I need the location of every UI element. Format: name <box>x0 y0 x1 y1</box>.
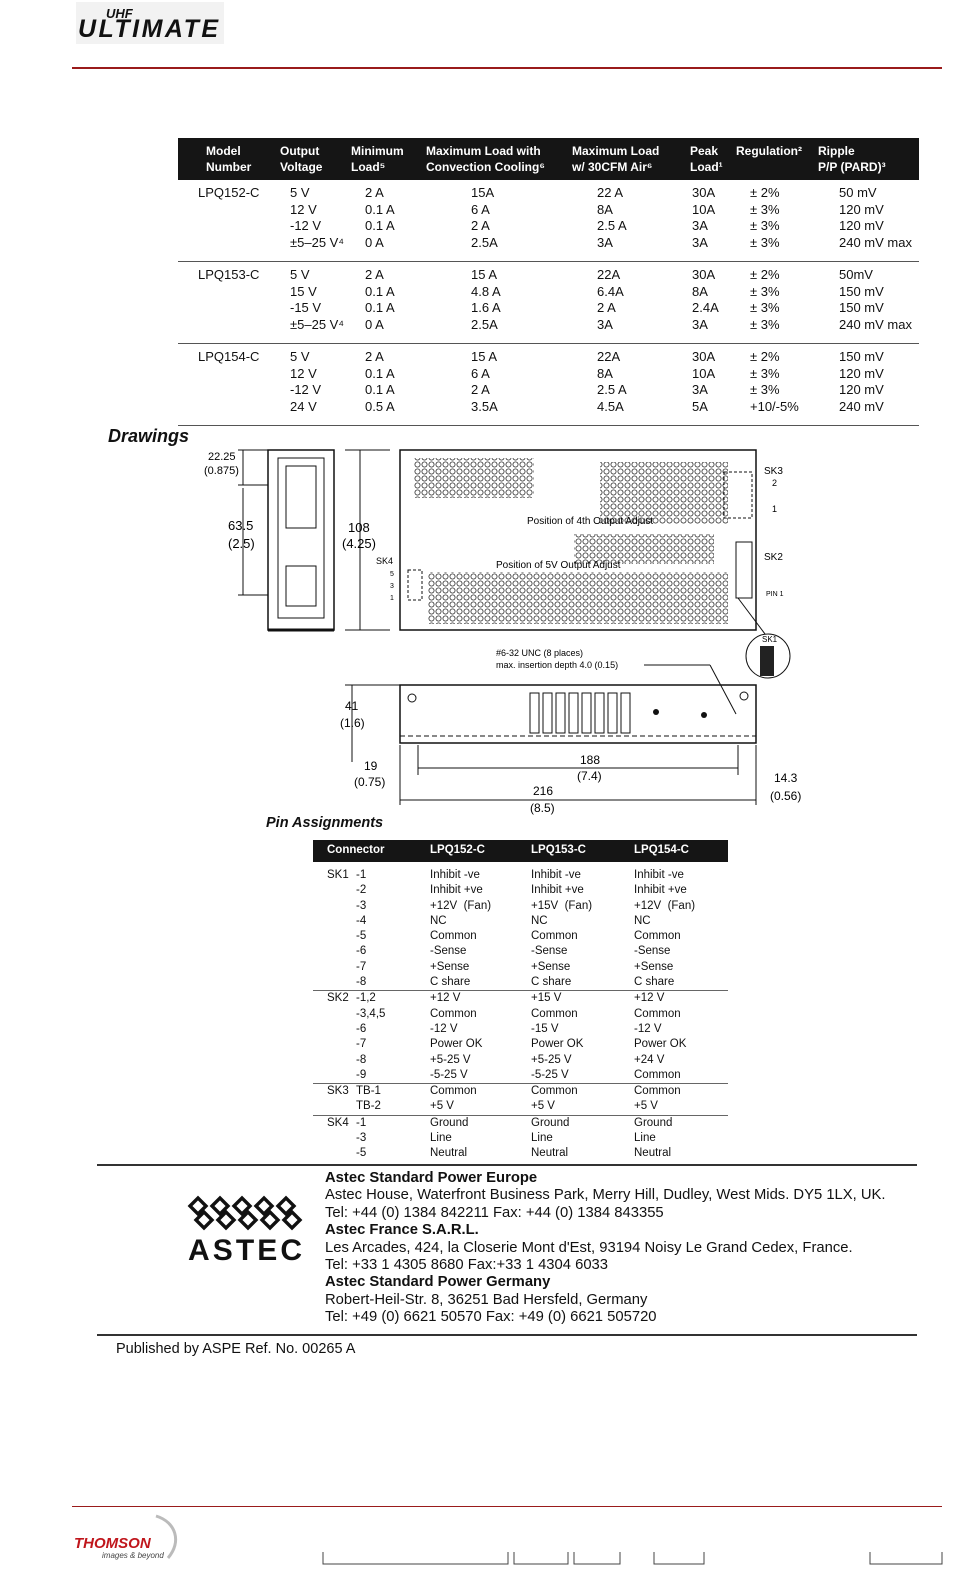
pin-cell-c2: -3 <box>356 899 367 912</box>
sk2-label: SK2 <box>764 552 783 563</box>
pin-cell-c: -Sense <box>634 945 671 958</box>
pin-cell-a: -5-25 V <box>430 1068 468 1081</box>
spec-cell-ripple: 240 mV <box>839 398 884 414</box>
header-voltage: Output Voltage <box>280 144 323 174</box>
header-min-load: Minimum Load⁵ <box>351 144 404 174</box>
svg-text:(0.56): (0.56) <box>770 789 802 803</box>
pin-cell-c: Inhibit +ve <box>634 884 687 897</box>
pin-cell-b: Common <box>531 1085 578 1098</box>
dim-216: 216 <box>533 784 554 798</box>
pin-cell-c2: -7 <box>356 1038 367 1051</box>
contact-divider-top <box>97 1164 917 1166</box>
pin-table-body <box>313 862 728 1162</box>
pin-cell-c1: SK4 <box>327 1116 349 1129</box>
svg-text:3: 3 <box>390 583 394 590</box>
spec-cell-voltage: -15 V <box>290 300 322 316</box>
spec-cell-reg: ± 3% <box>750 283 780 299</box>
pin-cell-b: Ground <box>531 1116 570 1129</box>
pin-cell-c1: SK2 <box>327 992 349 1005</box>
spec-cell-conv: 6 A <box>471 201 490 217</box>
pin-row <box>313 975 728 990</box>
pin-cell-a: Neutral <box>430 1147 468 1160</box>
spec-cell-peak: 3A <box>692 316 708 332</box>
pin-cell-b: -5-25 V <box>531 1068 569 1081</box>
pin-cell-b: Inhibit +ve <box>531 884 584 897</box>
spec-cell-reg: ± 3% <box>750 218 780 234</box>
sk4-label: SK4 <box>376 556 394 566</box>
side-view-inner <box>278 458 324 618</box>
pin-cell-c: Common <box>634 1068 681 1081</box>
contact-divider-bottom <box>97 1334 917 1336</box>
spec-cell-air: 3A <box>597 234 613 250</box>
pin-cell-a: +12 V <box>430 992 461 1005</box>
pin-cell-b: Power OK <box>531 1038 584 1051</box>
contact-line: Tel: +44 (0) 1384 842211 Fax: +44 (0) 1384 843355 <box>325 1204 664 1221</box>
svg-text:(0.75): (0.75) <box>354 775 386 789</box>
model-number: LPQ152-C <box>198 185 260 200</box>
pin-cell-c2: -1 <box>356 869 367 881</box>
spec-cell-air: 2.5 A <box>597 382 627 398</box>
dim-41: 41 <box>345 699 359 713</box>
pin-cell-a: Common <box>430 1007 477 1020</box>
spec-cell-peak: 8A <box>692 283 708 299</box>
header-model: Model Number <box>206 144 252 174</box>
pin-cell-c: Common <box>634 930 681 943</box>
pin-cell-a: C share <box>430 976 471 989</box>
contact-line: Tel: +33 1 4305 8680 Fax:+33 1 4304 6033 <box>325 1257 609 1274</box>
pin-cell-c2: -6 <box>356 1022 367 1035</box>
drawings-title: Drawings <box>108 426 190 446</box>
header-divider <box>72 67 942 69</box>
spec-cell-voltage: -12 V <box>290 218 322 234</box>
spec-cell-ripple: 240 mV max <box>839 316 912 332</box>
spec-cell-peak: 3A <box>692 234 708 250</box>
spec-cell-min: 2 A <box>365 349 384 364</box>
spec-cell-min: 0 A <box>365 234 384 250</box>
pin-cell-a: -12 V <box>430 1022 458 1035</box>
spec-cell-ripple: 50mV <box>839 267 873 282</box>
spec-cell-peak: 2.4A <box>692 300 719 316</box>
header-air-load: Maximum Load w/ 30CFM Air⁶ <box>572 144 660 174</box>
spec-cell-voltage: 15 V <box>290 283 317 299</box>
spec-cell-peak: 30A <box>692 267 716 282</box>
pin-cell-b: +15 V <box>531 992 562 1005</box>
pin-cell-a: Power OK <box>430 1038 483 1051</box>
spec-cell-peak: 30A <box>692 185 716 200</box>
astec-logo <box>186 1194 306 1264</box>
spec-cell-air: 2.5 A <box>597 218 627 234</box>
header-peak: Peak Load¹ <box>690 144 723 174</box>
pin-cell-b: C share <box>531 976 572 989</box>
pin-header-connector: Connector <box>327 844 385 856</box>
pin-cell-c2: -1 <box>356 1116 367 1129</box>
spec-cell-conv: 2.5A <box>471 234 498 250</box>
spec-cell-min: 2 A <box>365 185 384 200</box>
pin-row <box>313 929 728 944</box>
spec-cell-voltage: -12 V <box>290 382 322 398</box>
svg-text:1: 1 <box>390 595 394 602</box>
pin-cell-c: C share <box>634 976 675 989</box>
pin-header-lpq152: LPQ152-C <box>430 844 485 856</box>
vent-holes <box>414 458 534 498</box>
spec-table-header <box>178 138 919 180</box>
contact-office-name: Astec France S.A.R.L. <box>325 1222 479 1239</box>
pin-cell-c2: -1,2 <box>356 992 376 1005</box>
pin-cell-b: Common <box>531 930 578 943</box>
spec-group <box>178 344 919 426</box>
pin-cell-c: +12V (Fan) <box>634 899 696 912</box>
pin-cell-b: Neutral <box>531 1147 569 1160</box>
pin-cell-a: +12V (Fan) <box>430 899 492 912</box>
pin-row <box>313 899 728 914</box>
pin-cell-a: NC <box>430 914 447 927</box>
pin-cell-b: Inhibit -ve <box>531 869 581 881</box>
spec-cell-conv: 1.6 A <box>471 300 501 316</box>
pin-cell-a: Ground <box>430 1116 469 1129</box>
pin-cell-a: Line <box>430 1132 452 1145</box>
svg-text:2: 2 <box>772 478 778 488</box>
spec-cell-ripple: 240 mV max <box>839 234 912 250</box>
spec-cell-peak: 30A <box>692 349 716 364</box>
pin-cell-a: +Sense <box>430 960 470 973</box>
model-number: LPQ153-C <box>198 267 260 282</box>
dim-63-5: 63.5 <box>228 518 254 533</box>
dim-108: 108 <box>348 520 370 535</box>
spec-cell-air: 2 A <box>597 300 616 316</box>
footer-divider <box>72 1506 942 1507</box>
pin-row <box>313 914 728 929</box>
footer-form-boxes <box>322 1552 944 1566</box>
spec-cell-conv: 15 A <box>471 267 498 282</box>
spec-cell-reg: ± 3% <box>750 365 780 381</box>
pin-cell-b: +5-25 V <box>531 1053 572 1066</box>
pin-cell-c: Power OK <box>634 1038 687 1051</box>
pin-row <box>313 1099 728 1114</box>
spec-cell-conv: 3.5A <box>471 398 498 414</box>
pin-row <box>313 960 728 975</box>
spec-cell-ripple: 150 mV <box>839 300 884 316</box>
spec-cell-voltage: ±5–25 V⁴ <box>290 234 344 250</box>
svg-text:SK1: SK1 <box>762 635 778 644</box>
spec-cell-voltage: 5 V <box>290 349 310 364</box>
pin-cell-b: +5 V <box>531 1100 555 1113</box>
screw-note: #6-32 UNC (8 places) <box>496 648 584 658</box>
spec-cell-min: 0.1 A <box>365 382 395 398</box>
spec-cell-voltage: ±5–25 V⁴ <box>290 316 344 332</box>
mechanical-drawing <box>190 440 830 820</box>
adjust-5v-label: Position of 5V Output Adjust <box>496 560 621 571</box>
spec-cell-ripple: 120 mV <box>839 365 884 381</box>
header-conv-load: Maximum Load with Convection Cooling⁶ <box>426 144 545 174</box>
logo-small-text: UHF <box>106 6 133 21</box>
pin-row <box>313 1007 728 1022</box>
thomson-tagline: images & beyond <box>102 1551 164 1560</box>
spec-cell-reg: +10/-5% <box>750 398 799 414</box>
pin-cell-c: Line <box>634 1132 656 1145</box>
pin-cell-c2: -6 <box>356 945 367 958</box>
svg-text:(4.25): (4.25) <box>342 536 376 551</box>
pin-cell-c2: -8 <box>356 1053 367 1066</box>
pin-cell-b: Common <box>531 1007 578 1020</box>
pin-cell-c: +5 V <box>634 1100 658 1113</box>
spec-cell-reg: ± 3% <box>750 234 780 250</box>
pin-cell-b: Line <box>531 1132 553 1145</box>
spec-cell-peak: 10A <box>692 365 716 381</box>
spec-cell-min: 2 A <box>365 267 384 282</box>
spec-cell-reg: ± 2% <box>750 267 780 282</box>
pin-cell-c2: -8 <box>356 976 367 989</box>
pin-cell-c1: SK1 <box>327 869 349 881</box>
contact-office-name: Astec Standard Power Europe <box>325 1170 538 1186</box>
pin-cell-a: Inhibit +ve <box>430 884 483 897</box>
spec-cell-peak: 5A <box>692 398 708 414</box>
spec-cell-voltage: 12 V <box>290 365 317 381</box>
spec-cell-voltage: 24 V <box>290 398 317 414</box>
spec-cell-min: 0.1 A <box>365 300 395 316</box>
spec-cell-ripple: 150 mV <box>839 349 884 364</box>
pin-cell-c: NC <box>634 914 651 927</box>
spec-cell-air: 8A <box>597 201 613 217</box>
header-ripple: Ripple P/P (PARD)³ <box>818 144 886 174</box>
spec-cell-air: 22 A <box>597 185 624 200</box>
pin-cell-c2: -3 <box>356 1132 367 1145</box>
adjust-4th-label: Position of 4th Output Adjust <box>527 516 654 527</box>
spec-cell-reg: ± 3% <box>750 300 780 316</box>
spec-group <box>178 180 919 262</box>
svg-text:(1.6): (1.6) <box>340 716 365 730</box>
spec-cell-min: 0 A <box>365 316 384 332</box>
spec-cell-reg: ± 2% <box>750 349 780 364</box>
pin-cell-b: +15V (Fan) <box>531 899 593 912</box>
pin-row <box>313 1053 728 1068</box>
svg-text:1: 1 <box>772 504 778 514</box>
pin-cell-b: -15 V <box>531 1022 559 1035</box>
pin-cell-c2: -5 <box>356 930 367 943</box>
pin-row <box>313 1083 728 1099</box>
pin-cell-c1: SK3 <box>327 1085 349 1098</box>
spec-table-body <box>178 180 919 426</box>
pin-cell-c: Common <box>634 1085 681 1098</box>
uhf-ultimate-logo <box>76 2 224 44</box>
pin-row <box>313 1131 728 1146</box>
pin-row <box>313 1022 728 1037</box>
pin-header-lpq153: LPQ153-C <box>531 844 586 856</box>
sk3-label: SK3 <box>764 466 783 477</box>
spec-cell-ripple: 120 mV <box>839 201 884 217</box>
spec-cell-conv: 6 A <box>471 365 490 381</box>
pin-cell-c2: TB-2 <box>356 1100 381 1113</box>
spec-cell-conv: 15 A <box>471 349 498 364</box>
model-number: LPQ154-C <box>198 349 260 364</box>
pin-cell-c2: -4 <box>356 914 367 927</box>
spec-cell-ripple: 120 mV <box>839 218 884 234</box>
svg-text:max. insertion depth 4.0 (0.15: max. insertion depth 4.0 (0.15) <box>496 660 619 670</box>
pin-row <box>313 868 728 883</box>
thomson-logo <box>72 1512 188 1564</box>
pin-cell-c: -12 V <box>634 1022 662 1035</box>
pin-cell-c2: -2 <box>356 884 367 897</box>
pin-row <box>313 944 728 959</box>
svg-text:(8.5): (8.5) <box>530 801 555 815</box>
spec-cell-conv: 2 A <box>471 382 490 398</box>
spec-cell-air: 8A <box>597 365 613 381</box>
svg-text:PIN 1: PIN 1 <box>766 591 784 598</box>
pin-row <box>313 1146 728 1161</box>
pin-row <box>313 1037 728 1052</box>
pin-header-lpq154: LPQ154-C <box>634 844 689 856</box>
spec-cell-air: 22A <box>597 267 621 282</box>
contact-line: Astec House, Waterfront Business Park, Merry Hill, Dudley, West Mids. DY5 1LX, UK. <box>325 1187 886 1204</box>
spec-cell-ripple: 150 mV <box>839 283 884 299</box>
spec-cell-voltage: 12 V <box>290 201 317 217</box>
pin-cell-c: Ground <box>634 1116 673 1129</box>
pin-cell-c: +24 V <box>634 1053 665 1066</box>
contact-line: Tel: +49 (0) 6621 50570 Fax: +49 (0) 6621 505720 <box>325 1309 657 1326</box>
spec-cell-conv: 2.5A <box>471 316 498 332</box>
logo-big-text: ULTIMATE <box>78 15 218 43</box>
spec-cell-reg: ± 3% <box>750 316 780 332</box>
header-regulation: Regulation² <box>736 144 802 158</box>
dim-19: 19 <box>364 759 378 773</box>
spec-cell-conv: 2 A <box>471 218 490 234</box>
contact-office-name: Astec Standard Power Germany <box>325 1274 551 1291</box>
pin-row <box>313 883 728 898</box>
pin-cell-c2: -7 <box>356 960 367 973</box>
spec-cell-peak: 3A <box>692 382 708 398</box>
svg-text:(7.4): (7.4) <box>577 769 602 783</box>
contact-line: Robert-Heil-Str. 8, 36251 Bad Hersfeld, Germany <box>325 1291 648 1308</box>
spec-cell-reg: ± 3% <box>750 201 780 217</box>
pin-cell-a: -Sense <box>430 945 467 958</box>
contact-block <box>325 1170 886 1327</box>
pin-assignments-title: Pin Assignments <box>266 815 384 831</box>
pin-cell-c: +Sense <box>634 960 674 973</box>
svg-text:5: 5 <box>390 571 394 578</box>
pin-cell-c2: -3,4,5 <box>356 1007 386 1020</box>
spec-cell-reg: ± 2% <box>750 185 780 200</box>
pin-cell-c2: TB-1 <box>356 1085 381 1098</box>
spec-cell-min: 0.1 A <box>365 283 395 299</box>
pin-row <box>313 1068 728 1083</box>
spec-cell-air: 22A <box>597 349 621 364</box>
specifications-table <box>178 138 919 426</box>
pin-cell-b: +Sense <box>531 960 571 973</box>
pin-cell-c: Inhibit -ve <box>634 869 684 881</box>
svg-text:(2.5): (2.5) <box>228 536 255 551</box>
spec-cell-min: 0.1 A <box>365 218 395 234</box>
spec-cell-ripple: 120 mV <box>839 382 884 398</box>
pin-cell-c: Common <box>634 1007 681 1020</box>
spec-cell-conv: 4.8 A <box>471 283 501 299</box>
spec-cell-voltage: 5 V <box>290 185 310 200</box>
spec-cell-ripple: 50 mV <box>839 185 877 200</box>
spec-cell-air: 3A <box>597 316 613 332</box>
pin-cell-a: Common <box>430 930 477 943</box>
pin-cell-c: +12 V <box>634 992 665 1005</box>
dim-22-25: 22.25 <box>208 451 236 463</box>
pin-cell-c2: -5 <box>356 1147 367 1160</box>
pin-cell-c: Neutral <box>634 1147 672 1160</box>
pin-cell-a: +5-25 V <box>430 1053 471 1066</box>
dim-14-3: 14.3 <box>774 771 798 785</box>
pin-cell-a: Inhibit -ve <box>430 869 480 881</box>
spec-cell-peak: 10A <box>692 201 716 217</box>
spec-cell-air: 4.5A <box>597 398 624 414</box>
thomson-text: THOMSON <box>74 1535 151 1552</box>
pin-assignments-table <box>313 840 728 1162</box>
pin-cell-c2: -9 <box>356 1068 367 1081</box>
spec-cell-peak: 3A <box>692 218 708 234</box>
spec-cell-min: 0.1 A <box>365 201 395 217</box>
published-ref: Published by ASPE Ref. No. 00265 A <box>116 1341 356 1357</box>
spec-cell-min: 0.1 A <box>365 365 395 381</box>
svg-text:(0.875): (0.875) <box>204 465 239 477</box>
pin-cell-b: NC <box>531 914 548 927</box>
astec-logo-text: ASTEC <box>188 1234 302 1264</box>
pin-cell-b: -Sense <box>531 945 568 958</box>
dim-188: 188 <box>580 753 601 767</box>
contact-line: Les Arcades, 424, la Closerie Mont d'Est, 93194 Noisy Le Grand Cedex, France. <box>325 1239 853 1256</box>
spec-group <box>178 262 919 344</box>
spec-cell-voltage: 5 V <box>290 267 310 282</box>
pin-cell-a: Common <box>430 1085 477 1098</box>
spec-cell-air: 6.4A <box>597 283 624 299</box>
pin-cell-a: +5 V <box>430 1100 454 1113</box>
pin-row <box>313 1115 728 1131</box>
pin-table-header <box>313 840 728 862</box>
spec-cell-reg: ± 3% <box>750 382 780 398</box>
spec-cell-min: 0.5 A <box>365 398 395 414</box>
spec-cell-conv: 15A <box>471 185 495 200</box>
pin-row <box>313 990 728 1006</box>
